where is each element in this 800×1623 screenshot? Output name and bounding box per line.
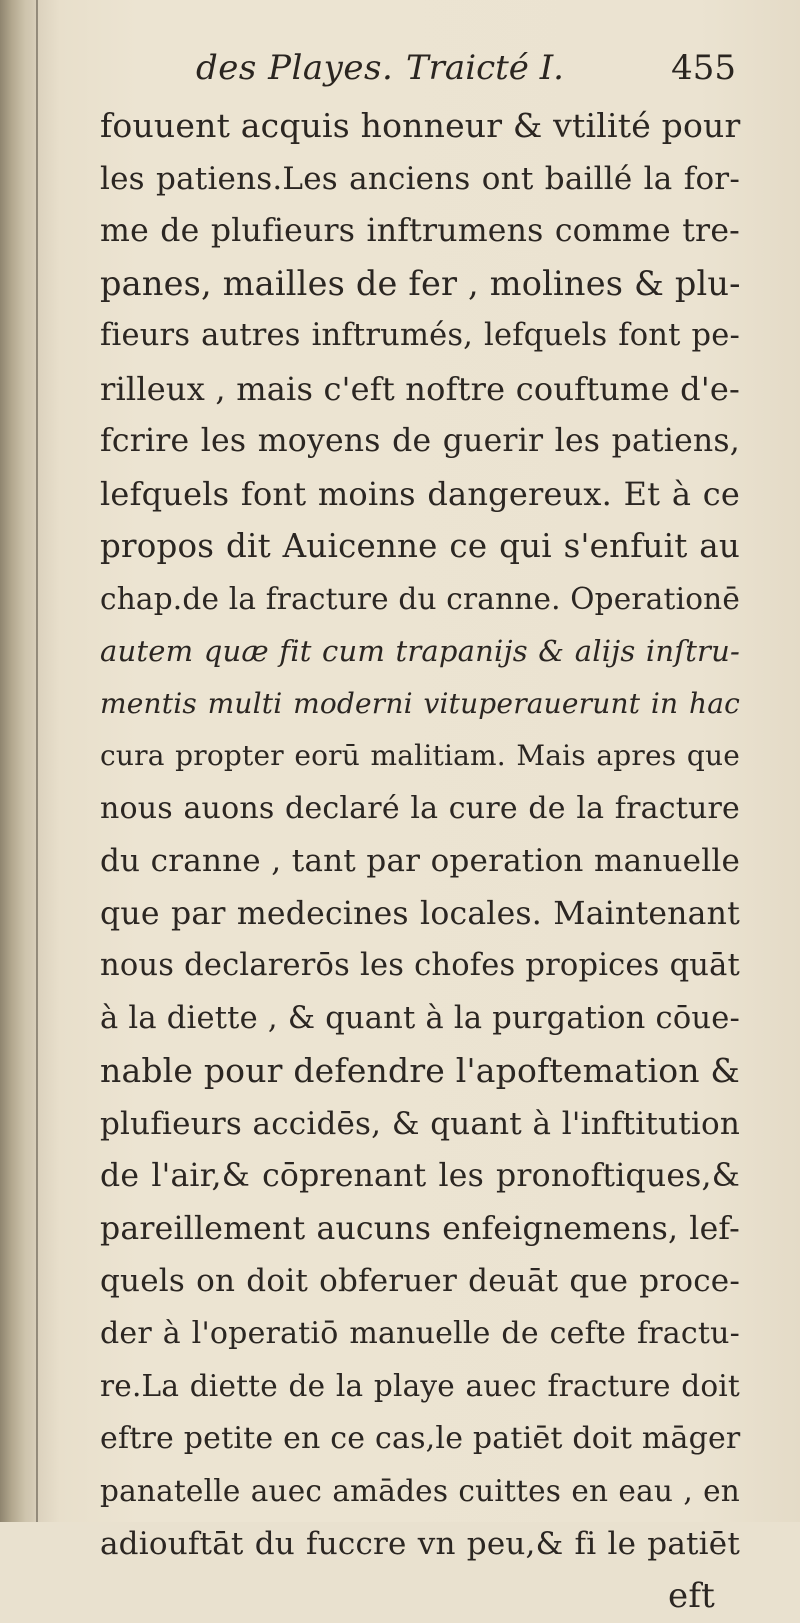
text-line: nous declarerōs les chofes propices quāt [100, 948, 740, 983]
text-line: que par medecines locales. Maintenant [100, 895, 740, 932]
text-line: panes, mailles de fer , molines & plu- [100, 263, 741, 303]
text-line: fcrire les moyens de guerir les patiens, [100, 423, 740, 459]
catchword: eft [668, 1576, 715, 1616]
text-line: eftre petite en ce cas,le patiēt doit māger [100, 1420, 741, 1456]
text-line: fieurs autres inftrumés, lefquels font pe- [100, 318, 740, 353]
text-line: plufieurs accidēs, & quant à l'inftitution [100, 1105, 740, 1142]
text-line: fouuent acquis honneur & vtilité pour [100, 106, 741, 145]
body-text [100, 100, 740, 1623]
text-line: lefquels font moins dangereux. Et à ce [100, 474, 740, 513]
text-line: nable pour defendre l'apoftemation & [100, 1051, 740, 1090]
text-line: re.La diette de la playe auec fracture doit [100, 1369, 740, 1403]
text-line: me de plufieurs inftrumens comme tre- [100, 213, 740, 249]
section-title: Traicté I. [406, 48, 564, 88]
text-line: de l'air,& cōprenant les pronoftiques,& [100, 1158, 740, 1194]
text-line: panatelle auec amādes cuittes en eau , en [100, 1474, 740, 1508]
text-line: quels on doit obferuer deuāt que proce- [100, 1263, 740, 1299]
text-line: à la diette , & quant à la purgation cōue- [100, 1000, 740, 1036]
gutter-edge [36, 0, 38, 1522]
text-line: rilleux , mais c'eft noftre couftume d'e- [100, 369, 740, 408]
page-number: 455 [671, 48, 736, 88]
text-line: cura propter eorū malitiam. Mais apres que [100, 739, 740, 772]
running-title: des Playes. [196, 48, 394, 88]
running-header [196, 48, 736, 100]
text-line: du cranne , tant par operation manuelle [100, 843, 740, 879]
page-gutter [0, 0, 38, 1522]
text-line: adiouftāt du fuccre vn peu,& fi le patiēt [100, 1525, 740, 1562]
text-line: les patiens.Les anciens ont baillé la for- [100, 160, 740, 197]
text-line: chap.de la fracture du cranne. Operationē [100, 581, 741, 616]
text-line: nous auons declaré la cure de la fracture [100, 790, 740, 826]
text-line: der à l'operatiō manuelle de cefte fractu- [100, 1315, 740, 1351]
text-line: propos dit Auicenne ce qui s'enfuit au [100, 527, 740, 565]
latin-quote-line: autem quæ fit cum trapanijs & alijs inſtru- [100, 634, 740, 668]
text-line: pareillement aucuns enfeignemens, lef- [100, 1210, 740, 1247]
latin-quote-line: mentis multi moderni vituperauerunt in hac [100, 686, 740, 720]
